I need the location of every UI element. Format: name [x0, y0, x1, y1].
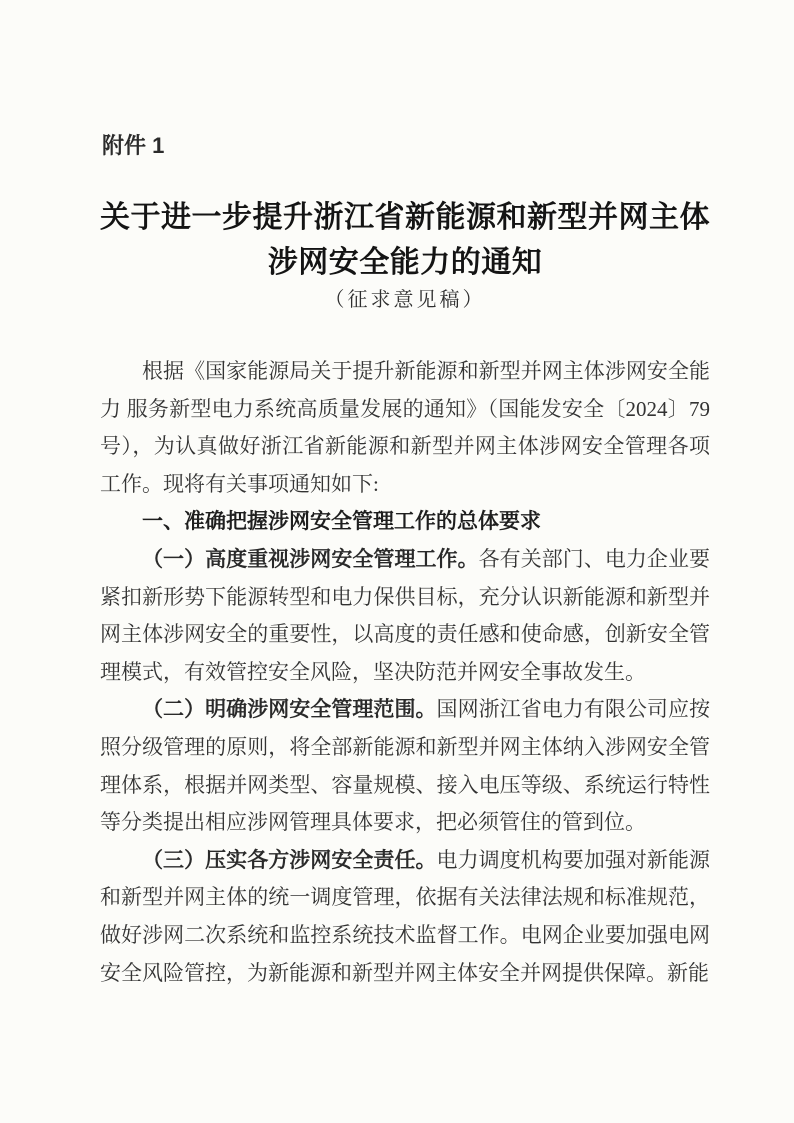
document-title-line-1: 关于进一步提升浙江省新能源和新型并网主体: [100, 201, 710, 234]
paragraph-item-1-lead: （一）高度重视涉网安全管理工作。: [142, 546, 479, 571]
paragraph-item-3-lead: （三）压实各方涉网安全责任。: [142, 847, 437, 872]
paragraph-intro: 根据《国家能源局关于提升新能源和新型并网主体涉网安全能力 服务新型电力系统高质量发展的通知》（国能发安全〔2024〕79 号），为认真做好浙江省新能源和新型并网主体涉网安全管理各项工作。现将有关事项通知如下:: [100, 359, 710, 496]
paragraph-item-3-text: 电力调度机构要加强对新能源和新型并网主体的统一调度管理，依据有关法律法规和标准规范，做好涉网二次系统和监控系统技术监督工作。电网企业要加强电网安全风险管控，为新能源和新型并网主体安全并网提供保障。新能: [100, 847, 711, 985]
document-body: [100, 353, 710, 992]
paragraph-item-2: [100, 691, 710, 841]
attachment-label: 附件 1: [102, 133, 165, 158]
paragraph-item-2-text: 国网浙江省电力有限公司应按照分级管理的原则，将全部新能源和新型并网主体纳入涉网安全管理体系，根据并网类型、容量规模、接入电压等级、系统运行特性等分类提出相应涉网管理具体要求，把必须管住的管到位。: [100, 697, 711, 835]
paragraph-item-3: [100, 842, 710, 992]
paragraph-item-1-text: 各有关部门、电力企业要紧扣新形势下能源转型和电力保供目标，充分认识新能源和新型并网主体涉网安全的重要性，以高度的责任感和使命感，创新安全管理模式，有效管控安全风险，坚决防范并网安全事故发生。: [100, 546, 711, 684]
document-title: [100, 195, 710, 285]
section-heading-1: 一、准确把握涉网安全管理工作的总体要求: [142, 510, 541, 534]
paragraph-item-1: [100, 541, 710, 691]
document-subtitle: （征求意见稿）: [324, 289, 486, 311]
document-title-line-2: 涉网安全能力的通知: [267, 246, 543, 279]
paragraph-item-2-lead: （二）明确涉网安全管理范围。: [142, 697, 437, 722]
